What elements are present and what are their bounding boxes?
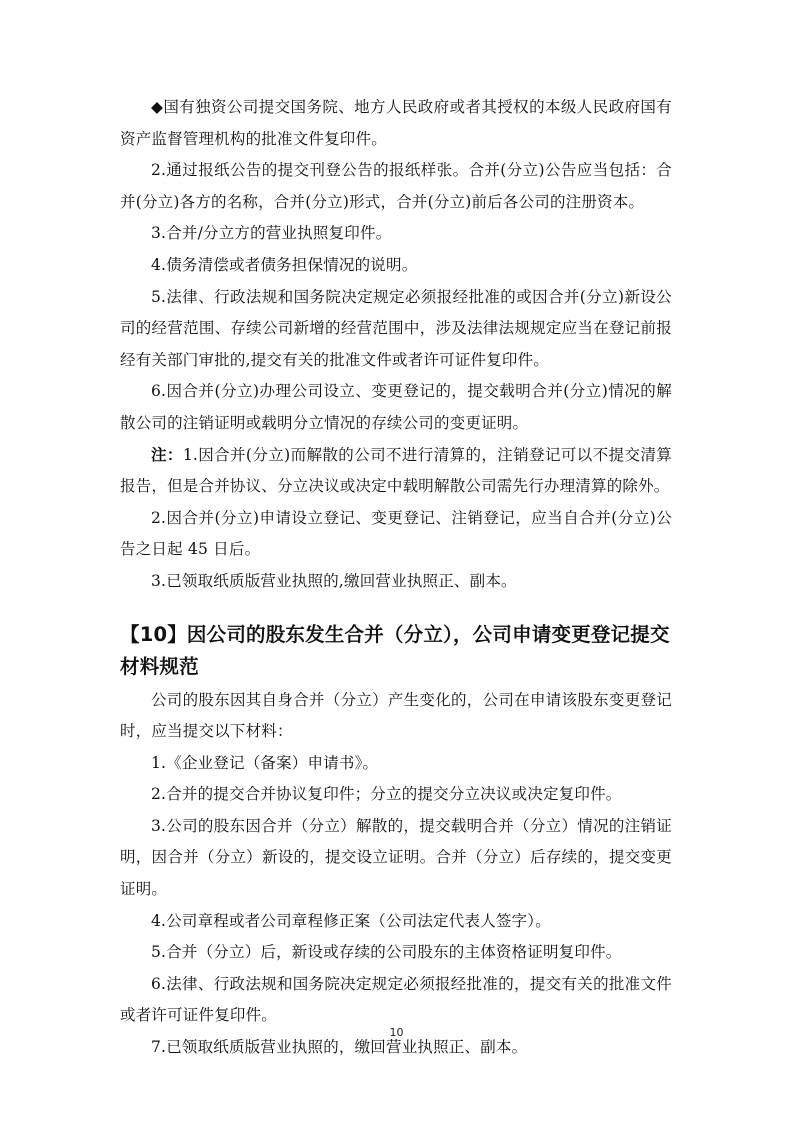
note-label: 注： [151,445,183,464]
paragraph-approval-documents: 5.法律、行政法规和国务院决定规定必须报经批准的或因合并(分立)新设公司的经营范围、存续公司新增的经营范围中，涉及法律法规规定应当在登记前报经有关部门审批的,提交有关的批准文件或者许可证件复印件。 [120,287,672,369]
page-content [120,92,672,1064]
material-item-1: 1.《企业登记（备案）申请书》。 [151,753,379,772]
material-item-4: 4.公司章程或者公司章程修正案（公司法定代表人签字）。 [151,911,551,930]
note-item-3: 3.已领取纸质版营业执照的,缴回营业执照正、副本。 [151,571,517,590]
paragraph-newspaper-notice: 2.通过报纸公告的提交刊登公告的报纸样张。合并(分立)公告应当包括：合并(分立)各方的名称，合并(分立)形式，合并(分立)前后各公司的注册资本。 [120,161,672,211]
material-item-5: 5.合并（分立）后，新设或存续的公司股东的主体资格证明复印件。 [151,943,622,962]
paragraph-business-license-copy: 3.合并/分立方的营业执照复印件。 [151,224,392,243]
note-item-1: 1.因合并(分立)而解散的公司不进行清算的，注销登记可以不提交清算报告，但是合并协议、分立决议或决定中载明解散公司需先行办理清算的除外。 [120,445,672,496]
note-paragraph [120,440,672,503]
paragraph-state-owned-approval: ◆国有独资公司提交国务院、地方人民政府或者其授权的本级人民政府国有资产监督管理机构的批准文件复印件。 [120,98,672,148]
section-intro: 公司的股东因其自身合并（分立）产生变化的，公司在申请该股东变更登记时，应当提交以下材料： [120,690,672,741]
note-item-2: 2.因合并(分立)申请设立登记、变更登记、注销登记，应当自合并(分立)公告之日起 45 日后。 [120,508,672,559]
page-number: 10 [389,1026,404,1039]
material-item-6: 6.法律、行政法规和国务院决定规定必须报经批准的，提交有关的批准文件或者许可证件复印件。 [120,974,672,1025]
paragraph-deregistration-proof: 6.因合并(分立)办理公司设立、变更登记的，提交载明合并(分立)情况的解散公司的注销证明或载明分立情况的存续公司的变更证明。 [120,382,672,432]
material-item-3: 3.公司的股东因合并（分立）解散的，提交载明合并（分立）情况的注销证明，因合并（分立）新设的，提交设立证明。合并（分立）后存续的，提交变更证明。 [120,816,672,899]
paragraph-debt-statement: 4.债务清偿或者债务担保情况的说明。 [151,255,418,274]
section-heading: 【10】因公司的股东发生合并（分立），公司申请变更登记提交材料规范 [120,622,670,678]
material-item-2: 2.合并的提交合并协议复印件；分立的提交分立决议或决定复印件。 [151,785,622,804]
material-item-7: 7.已领取纸质版营业执照的，缴回营业执照正、副本。 [151,1038,528,1057]
